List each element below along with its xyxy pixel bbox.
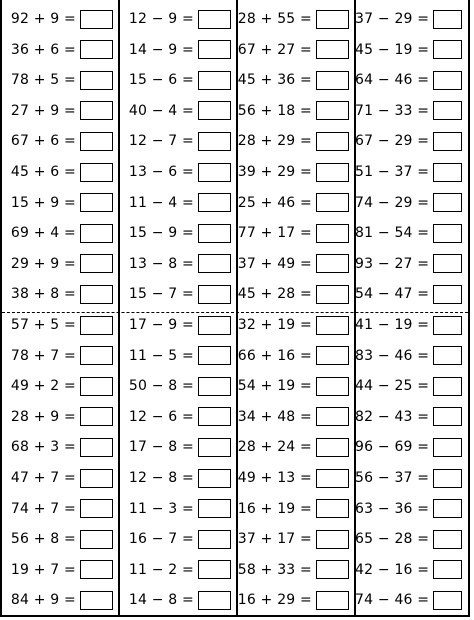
problem-expression: 40 − 4 = (128, 102, 194, 119)
answer-box[interactable] (80, 316, 113, 335)
problem-row (355, 432, 468, 462)
answer-box[interactable] (80, 10, 113, 29)
problem-row (2, 463, 119, 493)
problem-expression: 67 + 6 = (10, 133, 76, 150)
problem-row (237, 463, 355, 493)
problem-expression: 32 + 19 = (237, 317, 312, 333)
answer-box[interactable] (316, 254, 349, 273)
problem-row (2, 310, 119, 340)
answer-box[interactable] (80, 40, 113, 59)
problem-expression: 56 + 18 = (237, 102, 312, 119)
problem-expression: 13 − 6 = (128, 164, 194, 180)
answer-box[interactable] (316, 407, 349, 426)
problem-expression: 17 − 8 = (128, 439, 194, 456)
problem-expression: 44 − 25 = (355, 378, 430, 395)
problem-column-4 (355, 0, 468, 615)
problem-expression: 37 + 49 = (237, 255, 312, 272)
problem-expression: 49 + 2 = (10, 378, 76, 395)
problem-expression: 56 − 37 = (355, 470, 430, 486)
problem-row (119, 279, 237, 309)
problem-row (355, 157, 468, 187)
answer-box[interactable] (316, 591, 349, 610)
problem-row (237, 65, 355, 95)
problem-row (119, 4, 237, 34)
problem-expression: 12 − 6 = (128, 408, 194, 425)
problem-row (237, 218, 355, 248)
problem-row (119, 218, 237, 248)
problem-expression: 92 + 9 = (10, 11, 76, 27)
problem-expression: 17 − 9 = (128, 317, 194, 333)
problem-row (119, 463, 237, 493)
answer-box[interactable] (198, 132, 231, 151)
problem-expression: 15 − 6 = (128, 72, 194, 89)
problem-expression: 37 − 29 = (355, 11, 430, 27)
problem-expression: 49 + 13 = (237, 470, 312, 486)
problem-row (355, 188, 468, 218)
problem-row (2, 65, 119, 95)
problem-column-3 (237, 0, 355, 615)
answer-box[interactable] (80, 193, 113, 212)
answer-box[interactable] (80, 132, 113, 151)
section-divider (2, 312, 468, 313)
answer-box[interactable] (316, 560, 349, 579)
answer-box[interactable] (433, 530, 462, 549)
answer-box[interactable] (316, 224, 349, 243)
problem-expression: 38 + 8 = (10, 286, 76, 303)
answer-box[interactable] (80, 224, 113, 243)
problem-expression: 11 − 2 = (128, 561, 194, 578)
answer-box[interactable] (433, 163, 462, 182)
problem-row (2, 4, 119, 34)
problem-row (2, 157, 119, 187)
answer-box[interactable] (316, 438, 349, 457)
problem-expression: 78 + 5 = (10, 72, 76, 89)
problem-row (355, 524, 468, 554)
problem-expression: 45 + 28 = (237, 286, 312, 303)
problem-expression: 57 + 5 = (10, 317, 76, 333)
problem-expression: 27 + 9 = (10, 102, 76, 119)
problem-expression: 11 − 4 = (128, 194, 194, 211)
problem-row (237, 310, 355, 340)
problem-expression: 78 + 7 = (10, 347, 76, 364)
problem-row (2, 126, 119, 156)
problem-expression: 28 + 24 = (237, 439, 312, 456)
problem-row (2, 371, 119, 401)
problem-expression: 28 + 29 = (237, 133, 312, 150)
problem-row (2, 35, 119, 65)
problem-expression: 15 + 9 = (10, 194, 76, 211)
answer-box[interactable] (198, 10, 231, 29)
answer-box[interactable] (198, 407, 231, 426)
problem-row (355, 371, 468, 401)
answer-box[interactable] (80, 163, 113, 182)
problem-expression: 54 − 47 = (355, 286, 430, 303)
problem-row (2, 96, 119, 126)
answer-box[interactable] (80, 407, 113, 426)
answer-box[interactable] (433, 591, 462, 610)
answer-box[interactable] (316, 163, 349, 182)
column-divider (118, 0, 120, 615)
problem-row (355, 249, 468, 279)
answer-box[interactable] (198, 560, 231, 579)
problem-expression: 28 + 55 = (237, 11, 312, 27)
answer-box[interactable] (433, 316, 462, 335)
problem-expression: 45 + 36 = (237, 72, 312, 89)
problem-row (2, 279, 119, 309)
problem-expression: 58 + 33 = (237, 561, 312, 578)
problem-row (355, 402, 468, 432)
problem-row (119, 188, 237, 218)
problem-row (355, 494, 468, 524)
problem-expression: 36 + 6 = (10, 41, 76, 58)
problem-row (355, 4, 468, 34)
problem-expression: 71 − 33 = (355, 102, 430, 119)
problem-row (237, 341, 355, 371)
answer-box[interactable] (316, 40, 349, 59)
problem-expression: 11 − 5 = (128, 347, 194, 364)
answer-box[interactable] (80, 591, 113, 610)
answer-box[interactable] (80, 438, 113, 457)
answer-box[interactable] (433, 101, 462, 120)
problem-row (2, 402, 119, 432)
problem-expression: 39 + 29 = (237, 164, 312, 180)
problem-expression: 64 − 46 = (355, 72, 430, 89)
problem-expression: 25 + 46 = (237, 194, 312, 211)
answer-box[interactable] (198, 499, 231, 518)
problem-row (237, 432, 355, 462)
problem-row (119, 310, 237, 340)
problem-expression: 66 + 16 = (237, 347, 312, 364)
answer-box[interactable] (198, 254, 231, 273)
answer-box[interactable] (198, 163, 231, 182)
problem-row (119, 341, 237, 371)
answer-box[interactable] (316, 316, 349, 335)
problem-row (119, 585, 237, 615)
problem-expression: 84 + 9 = (10, 592, 76, 609)
problem-row (2, 341, 119, 371)
answer-box[interactable] (80, 560, 113, 579)
problem-expression: 28 + 9 = (10, 408, 76, 425)
problem-row (2, 218, 119, 248)
answer-box[interactable] (433, 10, 462, 29)
problem-row (355, 218, 468, 248)
answer-box[interactable] (433, 224, 462, 243)
problem-expression: 82 − 43 = (355, 408, 430, 425)
problem-expression: 37 + 17 = (237, 531, 312, 548)
problem-row (355, 555, 468, 585)
problem-expression: 41 − 19 = (355, 317, 430, 333)
column-divider (354, 0, 356, 615)
answer-box[interactable] (198, 469, 231, 488)
problem-row (237, 524, 355, 554)
problem-expression: 15 − 9 = (128, 225, 194, 242)
answer-box[interactable] (80, 469, 113, 488)
problem-row (2, 432, 119, 462)
problem-row (237, 157, 355, 187)
problem-expression: 19 + 7 = (10, 561, 76, 578)
problem-expression: 56 + 8 = (10, 531, 76, 548)
problem-expression: 74 + 7 = (10, 500, 76, 517)
problem-row (355, 341, 468, 371)
answer-box[interactable] (80, 71, 113, 90)
answer-box[interactable] (316, 193, 349, 212)
answer-box[interactable] (316, 71, 349, 90)
problem-row (237, 35, 355, 65)
answer-box[interactable] (80, 377, 113, 396)
answer-box[interactable] (316, 132, 349, 151)
answer-box[interactable] (198, 438, 231, 457)
problem-row (2, 188, 119, 218)
problem-expression: 11 − 3 = (128, 500, 194, 517)
problem-expression: 14 − 9 = (128, 41, 194, 58)
problem-row (2, 585, 119, 615)
answer-box[interactable] (80, 499, 113, 518)
answer-box[interactable] (433, 438, 462, 457)
problem-row (119, 524, 237, 554)
problem-row (2, 555, 119, 585)
problem-row (237, 279, 355, 309)
problem-expression: 63 − 36 = (355, 500, 430, 517)
problem-expression: 96 − 69 = (355, 439, 430, 456)
answer-box[interactable] (433, 560, 462, 579)
problem-row (355, 463, 468, 493)
answer-box[interactable] (198, 591, 231, 610)
problem-expression: 83 − 46 = (355, 347, 430, 364)
problem-row (237, 249, 355, 279)
answer-box[interactable] (198, 285, 231, 304)
problem-row (119, 249, 237, 279)
column-divider (236, 0, 238, 615)
answer-box[interactable] (198, 101, 231, 120)
problem-row (119, 157, 237, 187)
answer-box[interactable] (198, 377, 231, 396)
answer-box[interactable] (198, 224, 231, 243)
answer-box[interactable] (433, 499, 462, 518)
problem-row (355, 35, 468, 65)
problem-row (355, 279, 468, 309)
answer-box[interactable] (198, 40, 231, 59)
answer-box[interactable] (316, 346, 349, 365)
problem-expression: 69 + 4 = (10, 225, 76, 242)
answer-box[interactable] (316, 101, 349, 120)
problem-expression: 45 + 6 = (10, 164, 76, 180)
problem-row (119, 65, 237, 95)
problem-row (119, 494, 237, 524)
problem-row (119, 35, 237, 65)
answer-box[interactable] (80, 285, 113, 304)
answer-box[interactable] (433, 285, 462, 304)
answer-box[interactable] (433, 254, 462, 273)
answer-box[interactable] (198, 530, 231, 549)
answer-box[interactable] (80, 346, 113, 365)
problem-expression: 74 − 29 = (355, 194, 430, 211)
answer-box[interactable] (433, 132, 462, 151)
problem-expression: 14 − 8 = (128, 592, 194, 609)
problem-expression: 12 − 7 = (128, 133, 194, 150)
answer-box[interactable] (433, 346, 462, 365)
problem-row (237, 4, 355, 34)
problem-row (237, 494, 355, 524)
answer-box[interactable] (433, 71, 462, 90)
problem-row (2, 249, 119, 279)
problem-row (355, 126, 468, 156)
answer-box[interactable] (433, 377, 462, 396)
problem-expression: 68 + 3 = (10, 439, 76, 456)
problem-row (237, 126, 355, 156)
problem-row (119, 371, 237, 401)
problem-expression: 67 + 27 = (237, 41, 312, 58)
problem-expression: 50 − 8 = (128, 378, 194, 395)
problem-row (119, 126, 237, 156)
problem-row (355, 310, 468, 340)
problem-row (355, 96, 468, 126)
answer-box[interactable] (316, 10, 349, 29)
problem-expression: 16 − 7 = (128, 531, 194, 548)
problem-row (237, 585, 355, 615)
problem-expression: 29 + 9 = (10, 255, 76, 272)
problem-expression: 77 + 17 = (237, 225, 312, 242)
answer-box[interactable] (433, 40, 462, 59)
answer-box[interactable] (316, 499, 349, 518)
problem-row (237, 96, 355, 126)
problem-row (355, 585, 468, 615)
problem-expression: 47 + 7 = (10, 470, 76, 486)
problem-expression: 65 − 28 = (355, 531, 430, 548)
problem-expression: 34 + 48 = (237, 408, 312, 425)
problem-column-1 (2, 0, 119, 615)
problem-row (355, 65, 468, 95)
problem-column-2 (119, 0, 237, 615)
problem-row (2, 524, 119, 554)
answer-box[interactable] (198, 71, 231, 90)
answer-box[interactable] (433, 193, 462, 212)
answer-box[interactable] (198, 193, 231, 212)
problem-row (237, 371, 355, 401)
problem-row (237, 555, 355, 585)
problem-expression: 15 − 7 = (128, 286, 194, 303)
answer-box[interactable] (80, 101, 113, 120)
answer-box[interactable] (316, 530, 349, 549)
problem-expression: 16 + 29 = (237, 592, 312, 609)
problem-row (237, 402, 355, 432)
answer-box[interactable] (80, 530, 113, 549)
problem-expression: 13 − 8 = (128, 255, 194, 272)
answer-box[interactable] (316, 377, 349, 396)
problem-expression: 67 − 29 = (355, 133, 430, 150)
answer-box[interactable] (433, 469, 462, 488)
answer-box[interactable] (198, 346, 231, 365)
problem-expression: 16 + 19 = (237, 500, 312, 517)
problem-row (119, 555, 237, 585)
problem-expression: 81 − 54 = (355, 225, 430, 242)
problem-row (2, 494, 119, 524)
answer-box[interactable] (198, 316, 231, 335)
answer-box[interactable] (316, 285, 349, 304)
problem-expression: 45 − 19 = (355, 41, 430, 58)
problem-row (119, 402, 237, 432)
problem-row (237, 188, 355, 218)
problem-expression: 12 − 9 = (128, 11, 194, 27)
problem-expression: 93 − 27 = (355, 255, 430, 272)
problem-expression: 51 − 37 = (355, 164, 430, 180)
problem-expression: 42 − 16 = (355, 561, 430, 578)
problem-expression: 74 − 46 = (355, 592, 430, 609)
problem-row (119, 432, 237, 462)
answer-box[interactable] (80, 254, 113, 273)
problem-expression: 12 − 8 = (128, 470, 194, 486)
answer-box[interactable] (316, 469, 349, 488)
problem-expression: 54 + 19 = (237, 378, 312, 395)
answer-box[interactable] (433, 407, 462, 426)
problem-row (119, 96, 237, 126)
